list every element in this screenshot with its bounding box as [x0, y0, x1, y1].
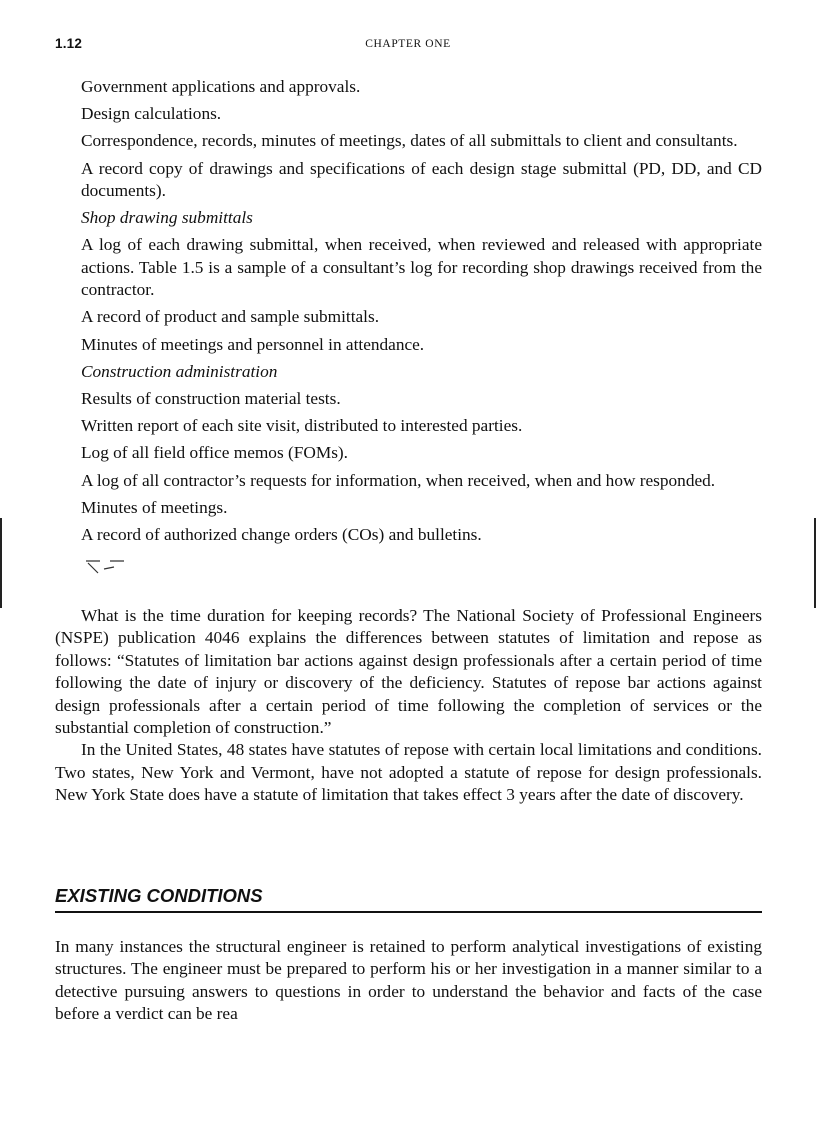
pen-annotation-mark — [80, 557, 140, 587]
paragraph: In the United States, 48 states have statutes of repose with certain local limitations and conditions. Two states, New York and Vermont, have not adopted a statute of repose for design professionals. New York State does have a statute of limitation that takes effect 3 years after the date of discovery. — [55, 740, 762, 805]
list-item: A record of product and sample submittals. — [81, 307, 380, 327]
section-heading: EXISTING CONDITIONS — [55, 885, 762, 913]
list-item: Correspondence, records, minutes of meetings, dates of all submittals to client and consultants. — [81, 131, 738, 151]
list-item: A record of authorized change orders (COs) and bulletins. — [81, 525, 482, 545]
list-item: A log of each drawing submittal, when received, when reviewed and released with appropriate actions. Table 1.5 is a sample of a consultant’s log for recording shop drawings received from the contractor. — [81, 235, 762, 300]
list-item: Design calculations. — [81, 104, 222, 124]
list-item: Minutes of meetings and personnel in attendance. — [81, 334, 425, 354]
left-margin-bar — [0, 518, 2, 608]
list-subheading: Construction administration — [81, 361, 278, 381]
paragraph: In many instances the structural engineer is retained to perform analytical investigations of existing structures. The engineer must be prepared to perform his or her investigation in a manner similar to a detective pursuing answers to questions in order to understand the behavior and facts of the case before a verdict can be rea — [55, 937, 762, 1024]
records-list — [81, 76, 762, 551]
list-item: Results of construction material tests. — [81, 389, 341, 409]
list-item: Minutes of meetings. — [81, 497, 228, 517]
section-body — [55, 936, 762, 1026]
body-text — [55, 605, 762, 807]
list-item: Government applications and approvals. — [81, 77, 361, 96]
running-head: CHAPTER ONE — [365, 38, 451, 50]
list-item: Log of all field office memos (FOMs). — [81, 443, 349, 463]
page-number: 1.12 — [55, 36, 83, 51]
paragraph: What is the time duration for keeping records? The National Society of Professional Engineers (NSPE) publication 4046 explains the differences between statutes of limitation and repose as follows: “Statutes of limitation bar actions against design professionals after a certain period of time following the date of injury or discovery of the deficiency. Statutes of repose bar actions against design professionals after a certain period of time following the completion of services or the substantial completion of construction.” — [55, 606, 762, 738]
list-item: A record copy of drawings and specifications of each design stage submittal (PD, DD, and CD documents). — [81, 158, 762, 201]
list-subheading: Shop drawing submittals — [81, 208, 253, 228]
list-item: A log of all contractor’s requests for information, when received, when and how responded. — [81, 470, 716, 490]
list-item: Written report of each site visit, distributed to interested parties. — [81, 416, 523, 436]
